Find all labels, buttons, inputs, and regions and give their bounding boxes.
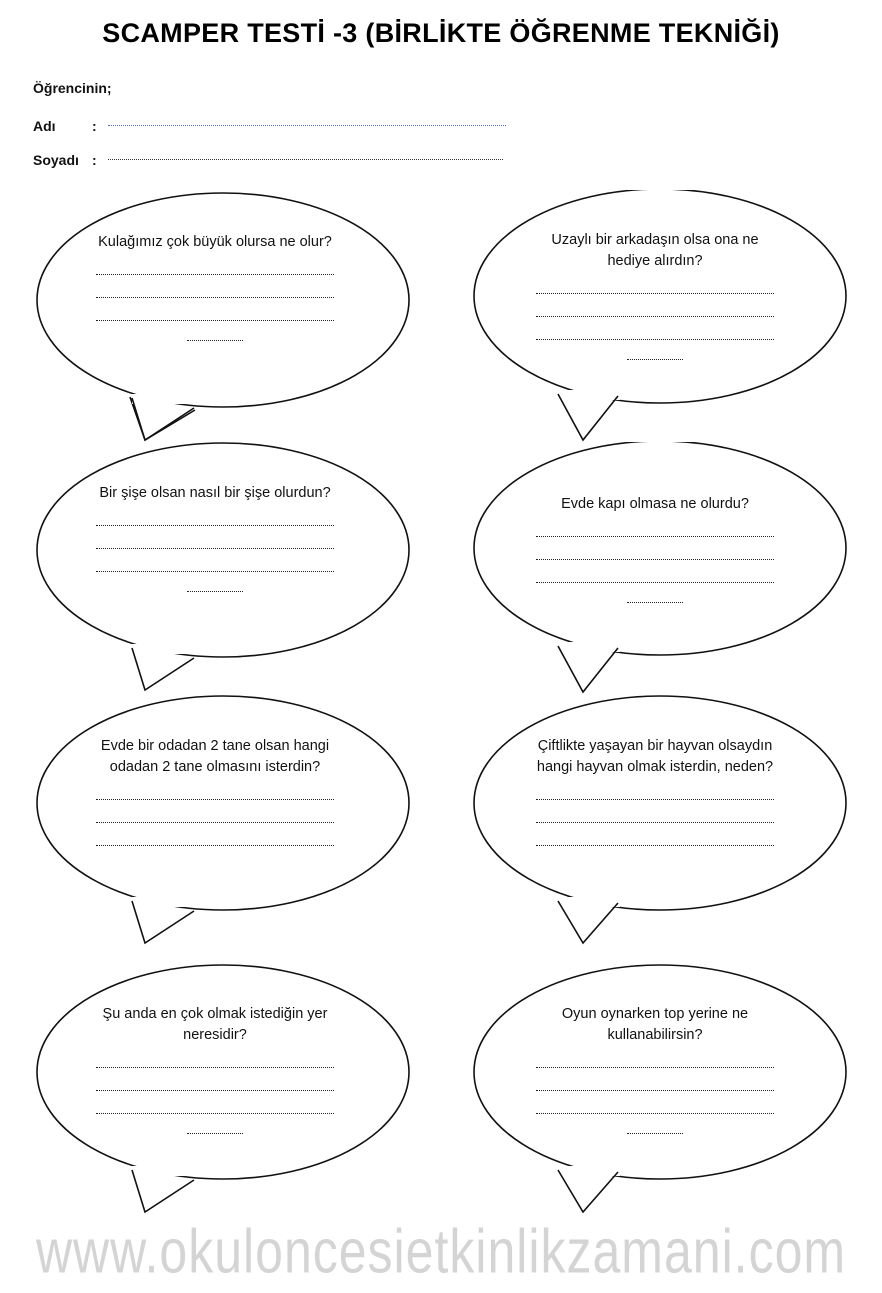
- answer-line[interactable]: [536, 540, 774, 560]
- bubble-content: [530, 230, 780, 360]
- speech-bubble: [470, 442, 860, 697]
- bubble-content: [530, 1004, 780, 1134]
- name-colon: :: [92, 118, 97, 134]
- question-text: Kulağımız çok büyük olursa ne olur?: [98, 234, 332, 250]
- surname-label: Soyadı: [33, 152, 79, 168]
- bubble-content: [90, 1004, 340, 1134]
- answer-line[interactable]: [96, 529, 334, 549]
- speech-bubble: [470, 190, 860, 445]
- question-text: Evde kapı olmasa ne olurdu?: [561, 496, 749, 512]
- answer-line[interactable]: [96, 506, 334, 526]
- speech-bubble: [470, 962, 860, 1217]
- surname-colon: :: [92, 152, 97, 168]
- answer-line[interactable]: [96, 255, 334, 275]
- speech-bubble: [30, 440, 420, 695]
- answer-line[interactable]: [536, 1094, 774, 1114]
- answer-line[interactable]: [536, 1048, 774, 1068]
- answer-line[interactable]: [536, 297, 774, 317]
- answer-line-short[interactable]: [627, 586, 683, 603]
- answer-line-short[interactable]: [187, 324, 243, 341]
- answer-line[interactable]: [96, 1071, 334, 1091]
- speech-bubble: [30, 693, 420, 948]
- answer-line-short[interactable]: [187, 575, 243, 592]
- bubble-content: [530, 494, 780, 603]
- question-text: Evde bir odadan 2 tane olsan hangi odadan 2 tane olmasını isterdin?: [100, 738, 330, 775]
- answer-line[interactable]: [96, 826, 334, 846]
- name-field[interactable]: [108, 124, 506, 126]
- answer-line[interactable]: [96, 803, 334, 823]
- answer-line[interactable]: [96, 301, 334, 321]
- answer-line[interactable]: [96, 780, 334, 800]
- speech-bubble: [470, 693, 860, 948]
- bubble-content: [530, 736, 780, 849]
- bubble-content: [90, 232, 340, 341]
- answer-line[interactable]: [96, 552, 334, 572]
- answer-line[interactable]: [536, 320, 774, 340]
- answer-line-short[interactable]: [627, 343, 683, 360]
- answer-line[interactable]: [96, 278, 334, 298]
- answer-line[interactable]: [536, 274, 774, 294]
- answer-line-short[interactable]: [187, 1117, 243, 1134]
- answer-line[interactable]: [536, 563, 774, 583]
- question-text: Bir şişe olsan nasıl bir şişe olurdun?: [99, 485, 331, 501]
- answer-line[interactable]: [96, 1048, 334, 1068]
- answer-line[interactable]: [536, 780, 774, 800]
- answer-line-short[interactable]: [627, 1117, 683, 1134]
- surname-field[interactable]: [108, 158, 503, 160]
- speech-bubble: [30, 190, 420, 445]
- answer-line[interactable]: [536, 803, 774, 823]
- bubble-content: [90, 483, 340, 592]
- question-text: Uzaylı bir arkadaşın olsa ona ne hediye alırdın?: [551, 232, 759, 269]
- answer-line[interactable]: [536, 517, 774, 537]
- name-label: Adı: [33, 118, 56, 134]
- watermark: www.okuloncesietkinlikzamani.com: [35, 1216, 847, 1286]
- student-heading: Öğrencinin;: [33, 80, 112, 96]
- page-title: SCAMPER TESTİ -3 (BİRLİKTE ÖĞRENME TEKNİĞİ): [102, 18, 780, 48]
- answer-line[interactable]: [96, 1094, 334, 1114]
- bubble-content: [90, 736, 340, 849]
- question-text: Oyun oynarken top yerine ne kullanabilirsin?: [561, 1006, 749, 1043]
- question-text: Şu anda en çok olmak istediğin yer neresidir?: [102, 1006, 328, 1043]
- answer-line[interactable]: [536, 1071, 774, 1091]
- speech-bubble: [30, 962, 420, 1217]
- question-text: Çiftlikte yaşayan bir hayvan olsaydın hangi hayvan olmak isterdin, neden?: [536, 738, 774, 775]
- answer-line[interactable]: [536, 826, 774, 846]
